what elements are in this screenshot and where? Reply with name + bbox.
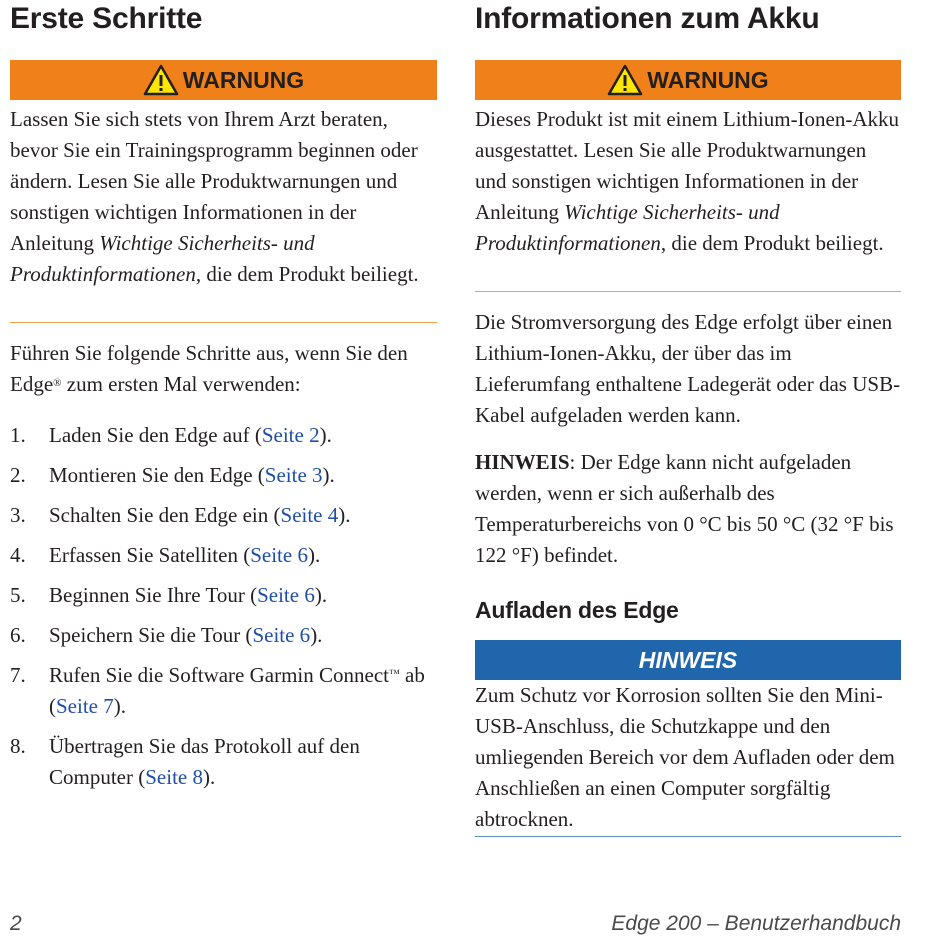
page-link[interactable]: Seite 6 — [250, 543, 308, 567]
page-link[interactable]: Seite 2 — [261, 423, 320, 447]
steps-list — [10, 420, 437, 802]
battery-paragraph: Die Stromversorgung des Edge erfolgt über einen Lithium-Ionen-Akku, der über das im Lieferumfang enthaltene Ladegerät oder das USB-Kabel aufgeladen werden kann. — [475, 310, 901, 427]
warning-label: WARNUNG — [182, 66, 305, 93]
warning-triangle-icon — [143, 64, 179, 96]
left-column — [10, 0, 437, 950]
intro-text: Führen Sie folgende Schritte aus, wenn Sie den Edge® zum ersten Mal verwenden: — [10, 341, 408, 396]
list-item: 2. Montieren Sie den Edge (Seite 3). — [10, 463, 335, 487]
warning-text: Dieses Produkt ist mit einem Lithium-Ionen-Akku ausgestattet. Lesen Sie alle Produktwarnungen und sonstigen wichtigen Informationen in der Anleitung Wichtige Sicherheits- und Produktinformationen, die dem Produkt beiliegt. — [475, 107, 900, 255]
subsection-title: Aufladen des Edge — [475, 597, 679, 623]
notice-banner — [475, 640, 901, 680]
list-item: 6. Speichern Sie die Tour (Seite 6). — [10, 623, 323, 647]
divider — [475, 836, 901, 837]
divider — [475, 291, 901, 292]
page-link[interactable]: Seite 6 — [257, 583, 315, 607]
page-link[interactable]: Seite 7 — [56, 694, 114, 718]
warning-label: WARNUNG — [647, 66, 769, 93]
page-link[interactable]: Seite 6 — [252, 623, 311, 647]
warning-banner — [475, 60, 901, 100]
manual-title: Edge 200 – Benutzerhandbuch — [611, 912, 901, 935]
warning-text: Lassen Sie sich stets von Ihrem Arzt beraten, bevor Sie ein Trainingsprogramm beginnen oder ändern. Lesen Sie alle Produktwarnungen und sonstigen wichtigen Informationen in der Anleitung Wichtige Sicherheits- und Produktinformationen, die dem Produkt beiliegt. — [10, 107, 419, 286]
page-link[interactable]: Seite 4 — [280, 503, 339, 527]
section-title-akku: Informationen zum Akku — [475, 2, 820, 35]
page-link[interactable]: Seite 3 — [264, 463, 323, 487]
right-column — [475, 0, 901, 950]
page-link[interactable]: Seite 8 — [145, 765, 203, 789]
list-item: 5. Beginnen Sie Ihre Tour (Seite 6). — [10, 583, 328, 607]
notice-label: HINWEIS — [638, 646, 738, 673]
list-item: 1. Laden Sie den Edge auf (Seite 2). — [10, 423, 332, 447]
note-paragraph: HINWEIS: Der Edge kann nicht aufgeladen werden, wenn er sich außerhalb des Temperaturbereichs von 0 °C bis 50 °C (32 °F bis 122 °F) befindet. — [475, 450, 894, 567]
list-item: 4. Erfassen Sie Satelliten (Seite 6). — [10, 543, 321, 567]
section-title-erste-schritte: Erste Schritte — [10, 2, 203, 35]
list-item: 3. Schalten Sie den Edge ein (Seite 4). — [10, 503, 351, 527]
warning-banner — [10, 60, 437, 100]
warning-triangle-icon — [607, 64, 643, 96]
page-number: 2 — [10, 912, 22, 935]
list-item: 7. Rufen Sie die Software Garmin Connect™ ab (Seite 7). — [10, 663, 425, 718]
notice-text: Zum Schutz vor Korrosion sollten Sie den Mini-USB-Anschluss, die Schutzkappe und den umliegenden Bereich vor dem Aufladen oder dem Anschließen an einen Computer sorgfältig abtrocknen. — [475, 683, 895, 831]
divider — [10, 322, 437, 323]
list-item: 8. Übertragen Sie das Protokoll auf den Computer (Seite 8). — [10, 734, 360, 789]
